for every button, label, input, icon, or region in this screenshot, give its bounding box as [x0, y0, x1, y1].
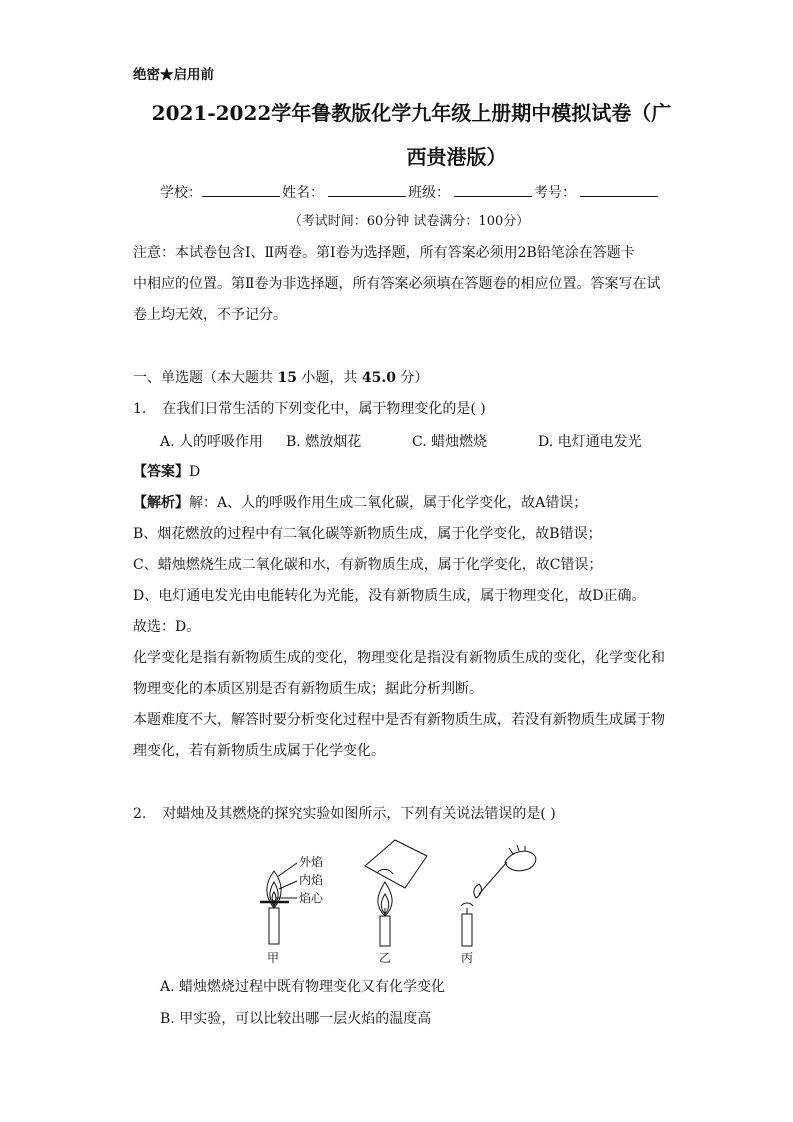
answer-value: D — [189, 464, 201, 480]
exam-title-line1: 2021-2022学年鲁教版化学九年级上册期中模拟试卷（广 — [151, 101, 672, 125]
q1-analysis-line-8: 本题难度不大，解答时要分析变化过程中是否有新物质生成，若没有新物质生成属于物 — [133, 712, 665, 728]
number-blank[interactable] — [580, 182, 658, 197]
q1-analysis-line-2: B、烟花燃放的过程中有二氧化碳等新物质生成，属于化学变化，故B错误； — [133, 526, 602, 542]
q1-analysis-line-1: 【解析】解：A、人的呼吸作用生成二氧化碳，属于化学变化，故A错误； — [133, 495, 588, 511]
school-blank[interactable] — [202, 182, 280, 197]
candle-bing — [461, 845, 536, 946]
q1-option-d[interactable]: D. 电灯通电发光 — [538, 434, 642, 450]
q2-option-a[interactable]: A. 蜡烛燃烧过程中既有物理变化又有化学变化 — [160, 979, 446, 995]
label-jia: 甲 — [267, 951, 280, 965]
answer-tag: 【答案】 — [133, 464, 189, 480]
q1-answer — [133, 462, 200, 482]
q1-analysis-line-9: 理变化，若有新物质生成属于化学变化。 — [133, 743, 385, 759]
name-blank[interactable] — [328, 182, 406, 197]
confidential-label: 绝密★启用前 — [133, 67, 214, 83]
label-flame-core: 焰心 — [299, 891, 324, 905]
notice-line-1: 注意：本试卷包含Ⅰ、Ⅱ两卷。第Ⅰ卷为选择题，所有答案必须用2B铅笔涂在答题卡 — [133, 245, 635, 261]
analysis-tag: 【解析】 — [133, 495, 189, 511]
question-count: 15 — [277, 370, 297, 386]
section-heading: 一、单选题（本大题共 15 小题，共 45.0 分） — [133, 370, 429, 386]
candle-yi — [365, 840, 427, 946]
label-bing: 丙 — [461, 951, 474, 965]
q1-option-a[interactable]: A. 人的呼吸作用 — [160, 434, 264, 450]
school-label: 学校： — [160, 185, 202, 201]
question-number: 2. — [133, 806, 147, 822]
label-outer-flame: 外焰 — [299, 855, 324, 869]
student-info-row — [160, 182, 660, 203]
exam-title-line2: 西贵港版） — [406, 145, 507, 169]
question-1 — [133, 399, 486, 419]
q1-analysis-line-7: 物理变化的本质区别是否有新物质生成；据此分析判断。 — [133, 681, 483, 697]
q1-analysis-line-3: C、蜡烛燃烧生成二氧化碳和水，有新物质生成，属于化学变化，故C错误； — [133, 557, 603, 573]
label-yi: 乙 — [379, 951, 392, 965]
label-inner-flame: 内焰 — [299, 873, 324, 887]
q1-analysis-line-5: 故选：D。 — [133, 619, 201, 635]
candle-experiment-figure — [255, 838, 555, 968]
q1-analysis-line-6: 化学变化是指有新物质生成的变化，物理变化是指没有新物质生成的变化，化学变化和 — [133, 650, 665, 666]
class-blank[interactable] — [454, 182, 532, 197]
question-2 — [133, 804, 556, 824]
q2-option-b[interactable]: B. 甲实验，可以比较出哪一层火焰的温度高 — [160, 1011, 432, 1027]
number-label: 考号： — [534, 185, 576, 201]
name-label: 姓名： — [282, 185, 324, 201]
class-label: 班级： — [408, 185, 450, 201]
total-score: 45.0 — [361, 370, 396, 386]
candle-jia — [260, 863, 297, 944]
q1-analysis-line-4: D、电灯通电发光由电能转化为光能，没有新物质生成，属于物理变化，故D正确。 — [133, 588, 646, 604]
exam-duration-info: （考试时间：60分钟 试卷满分：100分） — [288, 214, 530, 229]
question-number: 1. — [133, 401, 147, 417]
notice-line-3: 卷上均无效，不予记分。 — [133, 307, 287, 323]
notice-line-2: 中相应的位置。第Ⅱ卷为非选择题，所有答案必须填在答题卷的相应位置。答案写在试 — [133, 276, 661, 292]
q1-option-c[interactable]: C. 蜡烛燃烧 — [412, 434, 488, 450]
q1-option-b[interactable]: B. 燃放烟花 — [286, 434, 362, 450]
question-stem: 对蜡烛及其燃烧的探究实验如图所示，下列有关说法错误的是( ) — [162, 806, 556, 822]
question-stem: 在我们日常生活的下列变化中，属于物理变化的是( ) — [162, 401, 486, 417]
